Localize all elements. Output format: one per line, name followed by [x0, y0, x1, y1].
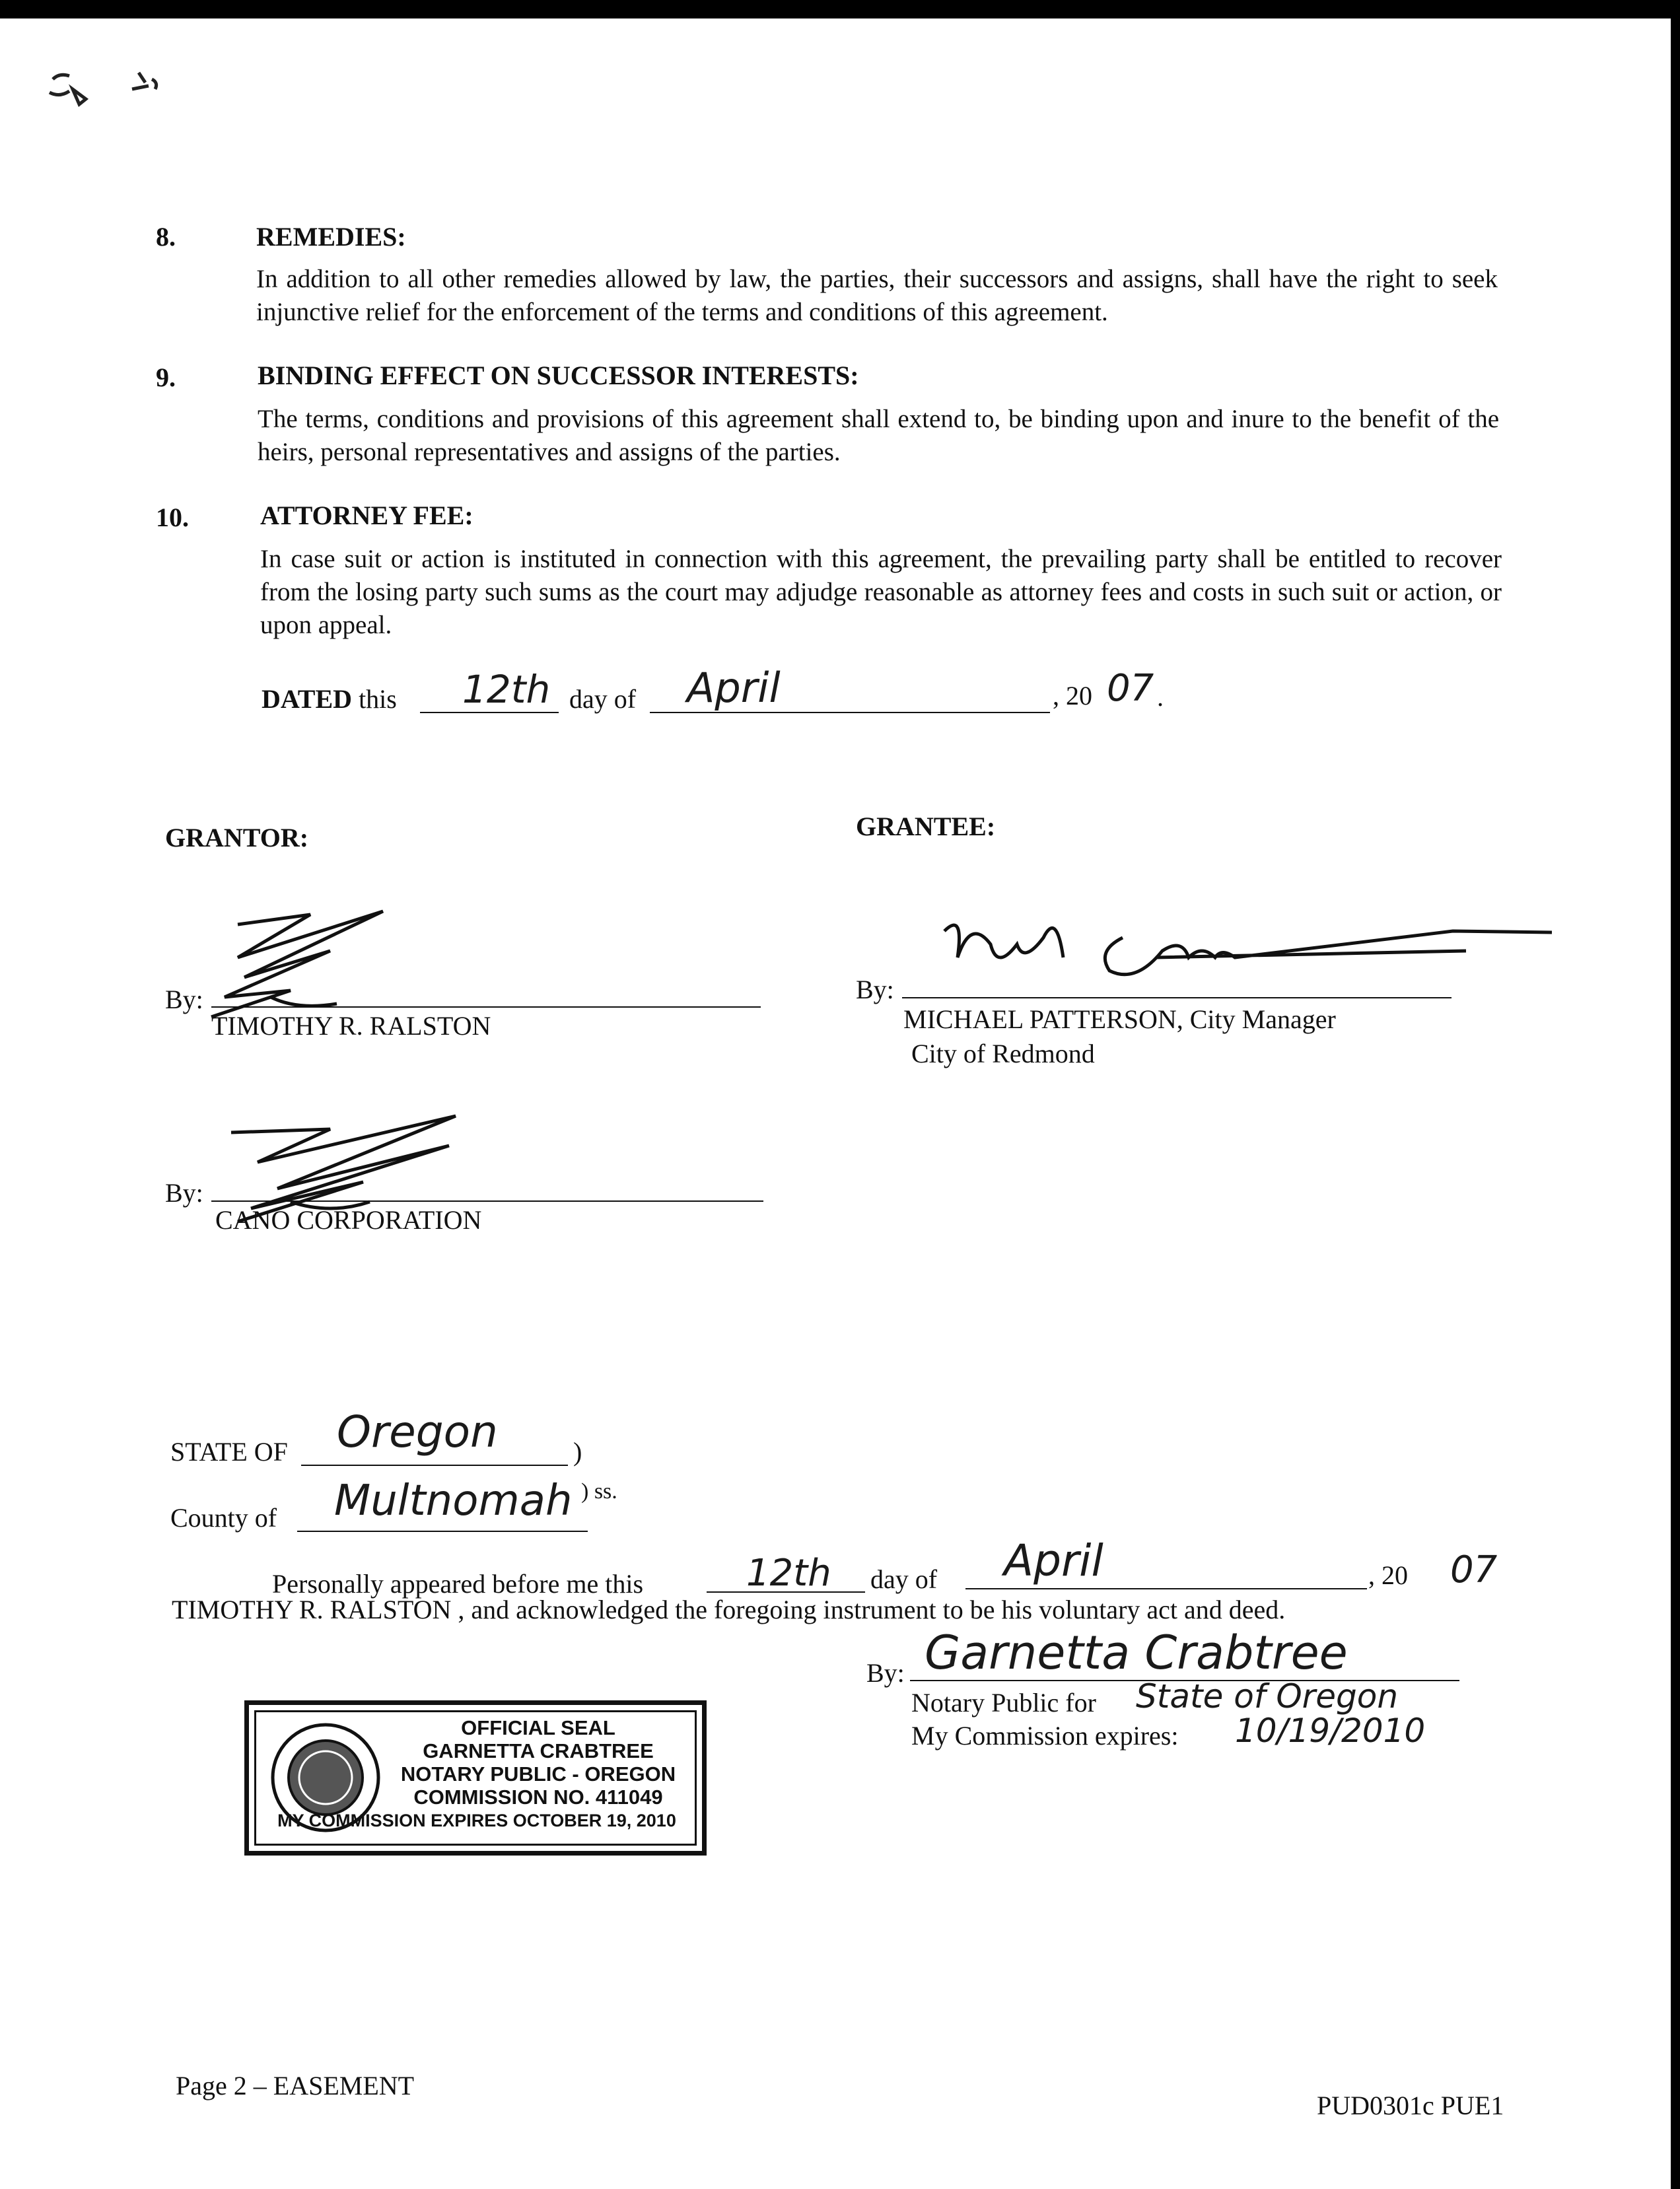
dated-this: this	[359, 684, 397, 714]
section-body: In case suit or action is instituted in connection with this agreement, the prevailing party shall be entitled to recover from the losing party such sums as the court may adjudge reasonable as attorney fees and costs in such suit or action, or upon appeal.	[260, 545, 1502, 639]
commission-expires-label: My Commission expires:	[911, 1721, 1179, 1751]
state-handwritten: Oregon	[337, 1407, 498, 1457]
grantee-signer: MICHAEL PATTERSON, City Manager	[903, 1004, 1336, 1034]
dated-period: .	[1157, 682, 1164, 712]
grantor-signer-2: CANO CORPORATION	[215, 1205, 482, 1235]
grantor-by-label: By:	[165, 985, 203, 1014]
grantee-org: City of Redmond	[911, 1039, 1095, 1068]
scan-speck-marks	[40, 53, 198, 125]
appeared-day-of: day of	[870, 1564, 938, 1594]
grantor-label: GRANTOR:	[165, 823, 309, 852]
dated-month-handwritten: April	[687, 664, 781, 712]
dated-year-handwritten: 07	[1107, 667, 1154, 710]
state-label: STATE OF	[170, 1437, 288, 1467]
notary-public-handwritten: State of Oregon	[1136, 1677, 1399, 1716]
seal-line: COMMISSION NO. 411049	[413, 1786, 663, 1809]
county-label: County of	[170, 1503, 277, 1533]
scan-border-right	[1671, 0, 1680, 2189]
section-number: 8.	[156, 222, 176, 252]
scan-border-top	[0, 0, 1680, 18]
seal-line: MY COMMISSION EXPIRES OCTOBER 19, 2010	[277, 1811, 676, 1830]
section-heading: ATTORNEY FEE:	[260, 501, 473, 530]
seal-line: NOTARY PUBLIC - OREGON	[400, 1762, 676, 1786]
dated-year-prefix: , 20	[1053, 681, 1092, 711]
grantee-label: GRANTEE:	[856, 812, 996, 841]
grantor-signature-line-1	[211, 1006, 761, 1008]
state-paren: )	[573, 1437, 582, 1467]
grantor-signature-line-2	[211, 1200, 763, 1202]
county-line	[297, 1531, 588, 1532]
commission-expires-handwritten: 10/19/2010	[1235, 1712, 1426, 1750]
footer-document-code: PUD0301c PUE1	[1317, 2091, 1504, 2120]
footer-page-label: Page 2 – EASEMENT	[176, 2071, 415, 2101]
dated-month-line	[650, 712, 1050, 713]
section-heading: BINDING EFFECT ON SUCCESSOR INTERESTS:	[258, 361, 859, 390]
section-number: 9.	[156, 363, 176, 392]
grantor-signer-1: TIMOTHY R. RALSTON	[211, 1011, 491, 1041]
state-line	[301, 1465, 568, 1466]
dated-day-handwritten: 12th	[462, 667, 551, 712]
appeared-text: Personally appeared before me this	[272, 1569, 644, 1599]
notary-signature: Garnetta Crabtree	[925, 1626, 1348, 1680]
appeared-day-handwritten: 12th	[746, 1552, 831, 1595]
seal-line: OFFICIAL SEAL	[461, 1716, 615, 1739]
seal-line: GARNETTA CRABTREE	[423, 1739, 654, 1762]
ss-label: ) ss.	[581, 1479, 617, 1504]
dated-word: DATED	[262, 684, 353, 714]
dated-label	[262, 683, 397, 714]
acknowledgment-text: TIMOTHY R. RALSTON , and acknowledged the foregoing instrument to be his voluntary act and deed.	[172, 1595, 1286, 1624]
grantee-signature-line	[902, 997, 1452, 998]
dated-day-of: day of	[569, 684, 637, 714]
section-heading: REMEDIES:	[256, 222, 406, 252]
section-number: 10.	[156, 503, 189, 532]
notary-public-label: Notary Public for	[911, 1688, 1096, 1718]
appeared-year-handwritten: 07	[1450, 1548, 1498, 1591]
dated-day-line	[420, 712, 559, 713]
county-handwritten: Multnomah	[334, 1477, 573, 1525]
grantee-signature	[905, 898, 1592, 1004]
grantee-by-label: By:	[856, 975, 894, 1004]
section-body: In addition to all other remedies allowed by law, the parties, their successors and assigns, shall have the right to seek injunctive relief for the enforcement of the terms and conditions of this agreement.	[256, 265, 1498, 326]
notary-by-label: By:	[866, 1658, 905, 1688]
appeared-year-prefix: , 20	[1368, 1560, 1408, 1590]
section-body: The terms, conditions and provisions of this agreement shall extend to, be binding upon and inure to the benefit of the heirs, personal representatives and assigns of the parties.	[258, 405, 1499, 466]
official-seal-stamp	[244, 1700, 707, 1856]
appeared-month-handwritten: April	[1004, 1535, 1103, 1586]
grantor-by-label-2: By:	[165, 1178, 203, 1208]
appeared-month-line	[965, 1588, 1367, 1589]
